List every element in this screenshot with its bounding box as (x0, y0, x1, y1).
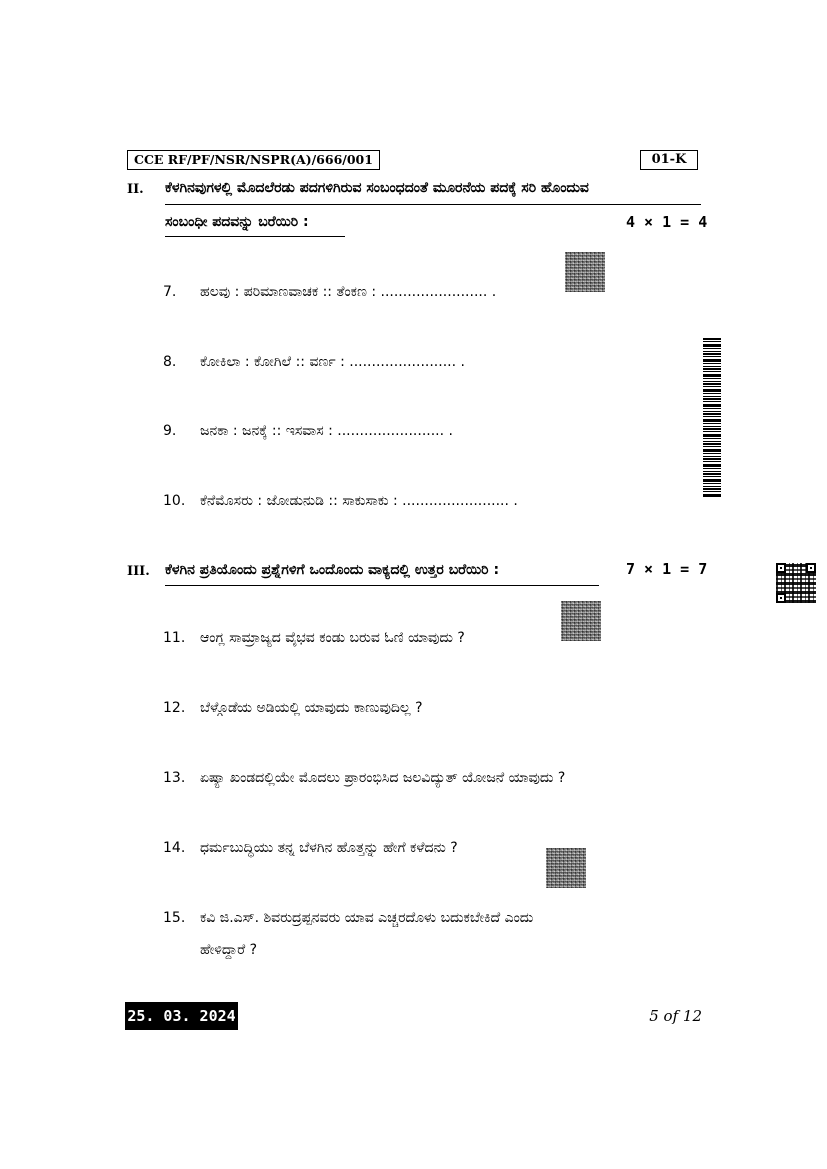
section-2-instruction-line1: ಕೆಳಗಿನವುಗಳಲ್ಲಿ ಮೊದಲೆರಡು ಪದಗಳಿಗಿರುವ ಸಂಬಂಧದಂತೆ ಮೂರನೆಯ ಪದಕ್ಕೆ ಸರಿ ಹೊಂದುವ (165, 180, 589, 196)
section-2-underline-2 (165, 236, 345, 237)
section-3-number: III. (127, 564, 150, 579)
question-14-number: 14. (163, 840, 186, 856)
section-2-instruction-line2: ಸಂಬಂಧೀ ಪದವನ್ನು ಬರೆಯಿರಿ : (165, 214, 309, 230)
question-13-number: 13. (163, 770, 186, 786)
barcode-icon (703, 338, 721, 498)
scan-noise-patch (565, 252, 605, 292)
question-15-number: 15. (163, 910, 186, 926)
question-15-text-continued: ಹೇಳಿದ್ದಾರೆ ? (200, 942, 258, 958)
section-2-number: II. (127, 182, 144, 197)
question-8-text: ಕೋಕಿಲಾ : ಕೋಗಿಲೆ :: ವರ್ಣ : ........................ . (200, 354, 465, 370)
question-11-text: ಆಂಗ್ಲ ಸಾಮ್ರಾಜ್ಯದ ವೈಭವ ಕಂಡು ಬರುವ ಓಣಿ ಯಾವುದು ? (200, 630, 465, 646)
exam-code-box: CCE RF/PF/NSR/NSPR(A)/666/001 (127, 150, 380, 170)
scan-noise-patch (546, 848, 586, 888)
question-10-text: ಕೆನೆಮೊಸರು : ಜೋಡುನುಡಿ :: ಸಾಕುಸಾಕು : ........................ . (200, 493, 518, 509)
question-12-text: ಬೆಳ್ಗೊಡೆಯ ಅಡಿಯಲ್ಲಿ ಯಾವುದು ಕಾಣುವುದಿಲ್ಲ ? (200, 700, 423, 716)
exam-date: 25. 03. 2024 (125, 1002, 238, 1030)
question-9-number: 9. (163, 423, 177, 439)
version-box: 01-K (640, 150, 698, 170)
question-11-number: 11. (163, 630, 186, 646)
section-3-marks: 7 × 1 = 7 (626, 560, 708, 578)
question-8-number: 8. (163, 354, 177, 370)
section-3-instruction: ಕೆಳಗಿನ ಪ್ರತಿಯೊಂದು ಪ್ರಶ್ನೆಗಳಿಗೆ ಒಂದೊಂದು ವಾಕ್ಯದಲ್ಲಿ ಉತ್ತರ ಬರೆಯಿರಿ : (165, 562, 500, 578)
question-14-text: ಧರ್ಮಬುದ್ಧಿಯು ತನ್ನ ಬೆಳಗಿನ ಹೊತ್ತನ್ನು ಹೇಗೆ ಕಳೆದನು ? (200, 840, 458, 856)
section-2-marks: 4 × 1 = 4 (626, 213, 708, 231)
qr-code-icon (776, 563, 816, 603)
page-number: 5 of 12 (649, 1007, 702, 1025)
question-15-text: ಕವಿ ಜಿ.ಎಸ್. ಶಿವರುದ್ರಪ್ಪನವರು ಯಾವ ಎಚ್ಚರದೊಳು ಬದುಕಬೇಕಿದೆ ಎಂದು (200, 910, 534, 926)
question-12-number: 12. (163, 700, 186, 716)
section-3-underline (165, 585, 599, 586)
scan-noise-patch (561, 601, 601, 641)
question-7-number: 7. (163, 284, 177, 300)
question-7-text: ಹಲವು : ಪರಿಮಾಣವಾಚಕ :: ತೆಂಕಣ : ........................ . (200, 284, 497, 300)
question-10-number: 10. (163, 493, 186, 509)
question-13-text: ಏಷ್ಯಾ ಖಂಡದಲ್ಲಿಯೇ ಮೊದಲು ಪ್ರಾರಂಭಿಸಿದ ಜಲವಿದ್ಯುತ್ ಯೋಜನೆ ಯಾವುದು ? (200, 770, 566, 786)
section-2-underline-1 (165, 204, 701, 205)
question-9-text: ಜನಕಾ : ಜನಕ್ಕೆ :: ಇಸವಾಸ : ........................ . (200, 423, 453, 439)
